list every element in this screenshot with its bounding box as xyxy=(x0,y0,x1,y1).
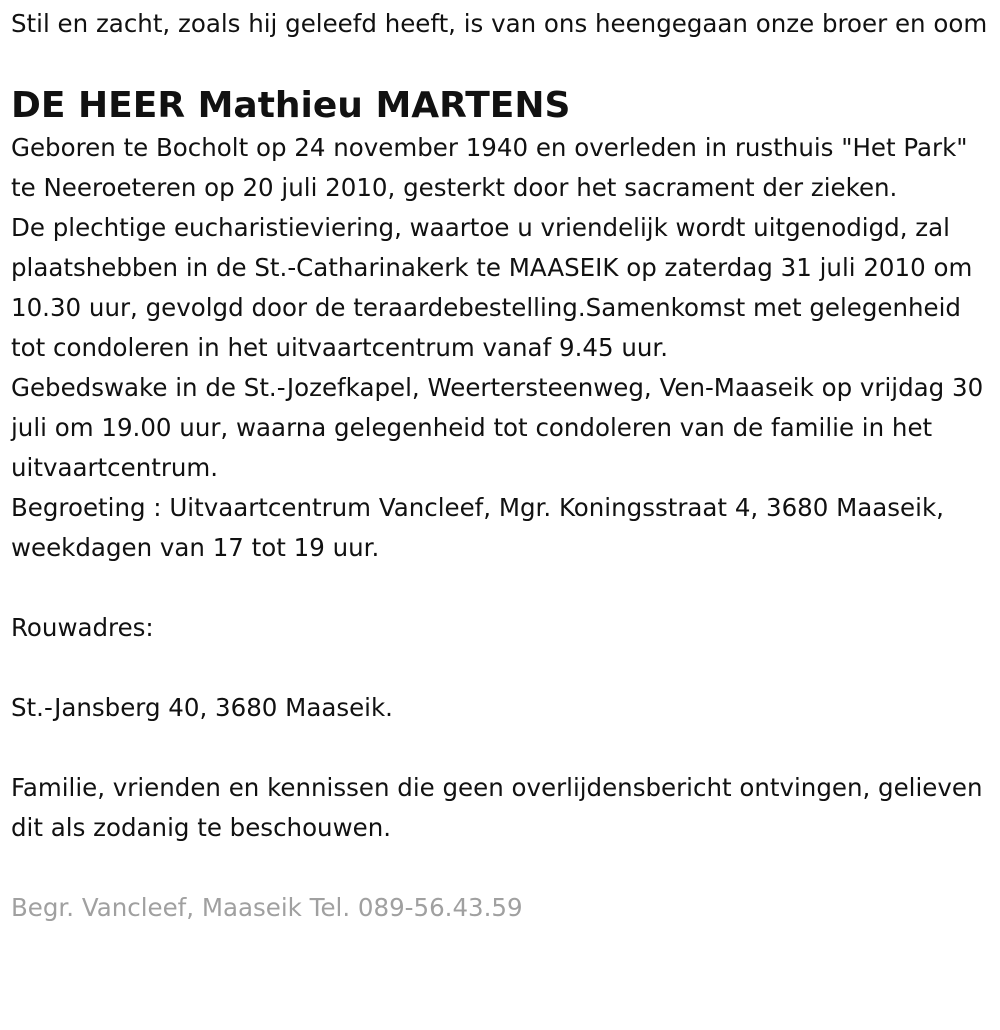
spacer xyxy=(11,44,990,84)
funeral-service-paragraph: De plechtige eucharistieviering, waartoe u vriendelijk wordt uitgenodigd, zal plaatshebben in de St.-Catharinakerk te MAASEIK op zaterdag 31 juli 2010 om 10.30 uur, gevolgd door de teraardebestelling.Samenkomst met gelegenheid tot condoleren in het uitvaartcentrum vanaf 9.45 uur. xyxy=(11,213,973,362)
footer-contact: Begr. Vancleef, Maaseik Tel. 089-56.43.59 xyxy=(11,893,523,922)
mourning-address: St.-Jansberg 40, 3680 Maaseik. xyxy=(11,693,393,722)
spacer xyxy=(11,848,990,888)
spacer xyxy=(11,568,990,608)
birth-death-paragraph: Geboren te Bocholt op 24 november 1940 en overleden in rusthuis "Het Park" te Neeroeteren op 20 juli 2010, gesterkt door het sacrament der zieken. xyxy=(11,133,968,202)
deceased-name-title: DE HEER Mathieu MARTENS xyxy=(11,85,571,126)
spacer xyxy=(11,728,990,768)
spacer xyxy=(11,648,990,688)
intro-text: Stil en zacht, zoals hij geleefd heeft, is van ons heengegaan onze broer en oom xyxy=(11,9,988,38)
prayer-vigil-paragraph: Gebedswake in de St.-Jozefkapel, Weertersteenweg, Ven-Maaseik op vrijdag 30 juli om 19.00 uur, waarna gelegenheid tot condoleren van de familie in het uitvaartcentrum. xyxy=(11,373,984,482)
mourning-address-label: Rouwadres: xyxy=(11,613,154,642)
viewing-paragraph: Begroeting : Uitvaartcentrum Vancleef, Mgr. Koningsstraat 4, 3680 Maaseik, weekdagen van 17 tot 19 uur. xyxy=(11,493,944,562)
notice-paragraph: Familie, vrienden en kennissen die geen overlijdensbericht ontvingen, gelieven dit als zodanig te beschouwen. xyxy=(11,773,983,842)
